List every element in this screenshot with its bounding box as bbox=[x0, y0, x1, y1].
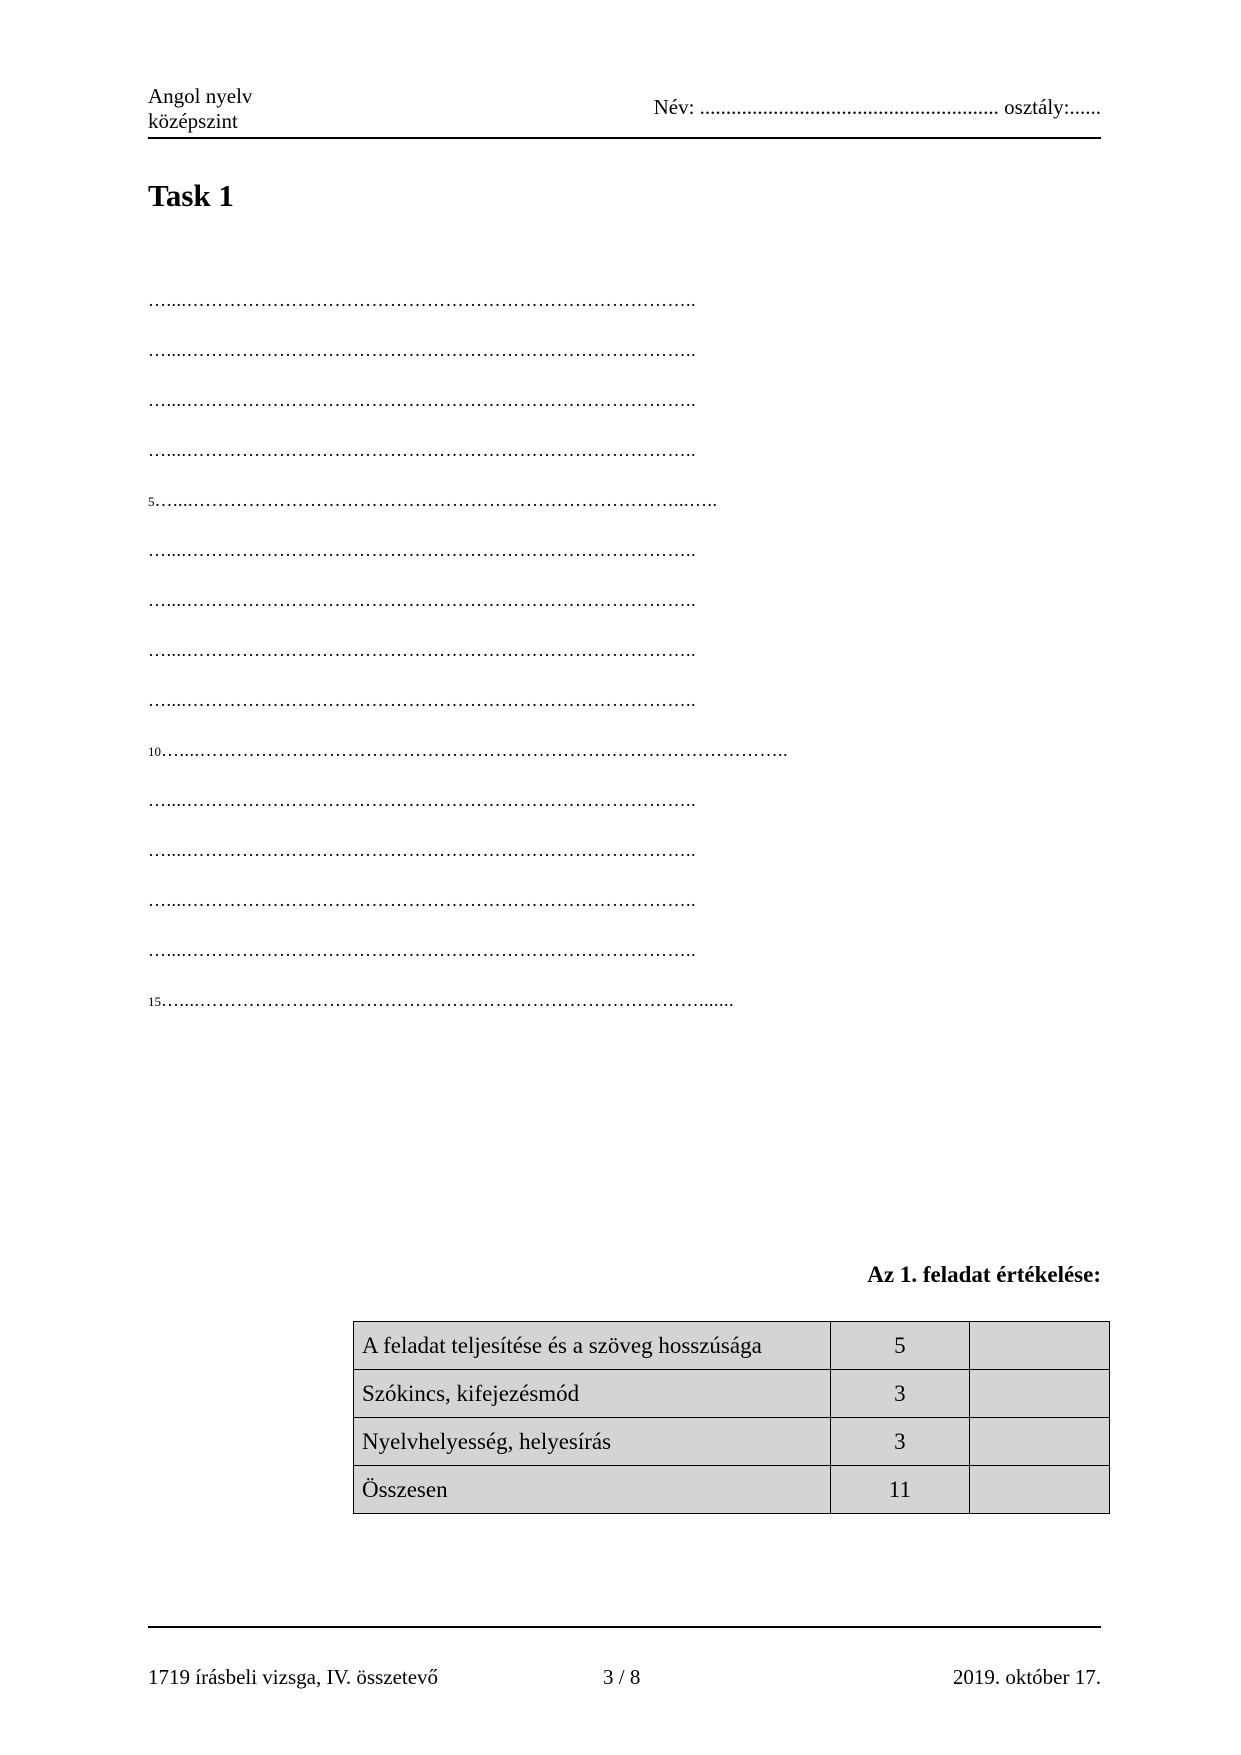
footer-date: 2019. október 17. bbox=[952, 1665, 1101, 1689]
answer-line-6[interactable] bbox=[148, 540, 988, 590]
answer-line-10[interactable] bbox=[148, 740, 988, 790]
table-row bbox=[354, 1370, 1110, 1418]
criterion-label: Szókincs, kifejezésmód bbox=[354, 1370, 831, 1418]
answer-line-9[interactable] bbox=[148, 690, 988, 740]
answer-line-5[interactable] bbox=[148, 490, 988, 540]
dotted-line: …....……………………………………………………………………….. bbox=[148, 840, 696, 860]
dotted-line: …....……………………………………………………………………….. bbox=[148, 340, 696, 360]
footer-divider bbox=[148, 1626, 1101, 1628]
dotted-line: …....……………………………………………………………………….. bbox=[148, 590, 696, 610]
line-number: 5 bbox=[148, 494, 155, 509]
header-subject-block bbox=[148, 84, 252, 134]
table-row bbox=[354, 1418, 1110, 1466]
dotted-line: …....……………………………………………………………………….. bbox=[148, 540, 696, 560]
answer-line-4[interactable] bbox=[148, 440, 988, 490]
max-points: 3 bbox=[830, 1370, 970, 1418]
answer-line-11[interactable] bbox=[148, 790, 988, 840]
header-divider bbox=[148, 137, 1101, 139]
task-title: Task 1 bbox=[148, 178, 234, 213]
answer-line-2[interactable] bbox=[148, 340, 988, 390]
dotted-line: …....……………………………………………………………………….. bbox=[148, 440, 696, 460]
dotted-line: …....……………………………………………………………………….. bbox=[148, 940, 696, 960]
answer-line-14[interactable] bbox=[148, 940, 988, 990]
dotted-line: …....……………………………………………………………………….. bbox=[148, 640, 696, 660]
criterion-label: A feladat teljesítése és a szöveg hosszúsága bbox=[354, 1322, 831, 1370]
level-label: középszint bbox=[148, 109, 238, 133]
score-cell[interactable] bbox=[970, 1418, 1110, 1466]
dotted-line: …....………………………………………………………………………....... bbox=[161, 990, 734, 1010]
answer-line-8[interactable] bbox=[148, 640, 988, 690]
line-number: 10 bbox=[148, 744, 161, 759]
criterion-label: Nyelvhelyesség, helyesírás bbox=[354, 1418, 831, 1466]
evaluation-table bbox=[353, 1321, 1110, 1514]
answer-line-3[interactable] bbox=[148, 390, 988, 440]
total-points: 11 bbox=[830, 1466, 970, 1514]
subject-label: Angol nyelv bbox=[148, 84, 253, 108]
dotted-line: …....……………………………………………………………………….. bbox=[148, 690, 696, 710]
dotted-line: …....……………………………………………………………………….. bbox=[148, 790, 696, 810]
dotted-line: …....……………………………………………………………………….. bbox=[148, 890, 696, 910]
answer-line-13[interactable] bbox=[148, 890, 988, 940]
evaluation-title: Az 1. feladat értékelése: bbox=[867, 1262, 1101, 1287]
total-label: Összesen bbox=[354, 1466, 831, 1514]
max-points: 3 bbox=[830, 1418, 970, 1466]
dotted-line: …....………………………………………………………….……………………….. bbox=[161, 740, 788, 760]
total-score-cell[interactable] bbox=[970, 1466, 1110, 1514]
answer-line-1[interactable] bbox=[148, 290, 988, 340]
dotted-line: …....……………………………………………………………………...….. bbox=[154, 490, 718, 510]
footer-exam-id: 1719 írásbeli vizsga, IV. összetevő bbox=[148, 1665, 439, 1689]
answer-line-12[interactable] bbox=[148, 840, 988, 890]
max-points: 5 bbox=[830, 1322, 970, 1370]
table-row bbox=[354, 1322, 1110, 1370]
dotted-line: …....……………………………………………………………………….. bbox=[148, 290, 696, 310]
answer-line-15[interactable] bbox=[148, 990, 988, 1040]
table-row bbox=[354, 1466, 1110, 1514]
dotted-line: …....……………………………………………………………………….. bbox=[148, 390, 696, 410]
score-cell[interactable] bbox=[970, 1322, 1110, 1370]
score-cell[interactable] bbox=[970, 1370, 1110, 1418]
footer-page-number: 3 / 8 bbox=[603, 1665, 641, 1689]
name-class-field: Név: ......................................................... osztály:...... bbox=[653, 95, 1101, 119]
answer-line-7[interactable] bbox=[148, 590, 988, 640]
line-number: 15 bbox=[148, 994, 161, 1009]
answer-lines bbox=[148, 290, 988, 1040]
